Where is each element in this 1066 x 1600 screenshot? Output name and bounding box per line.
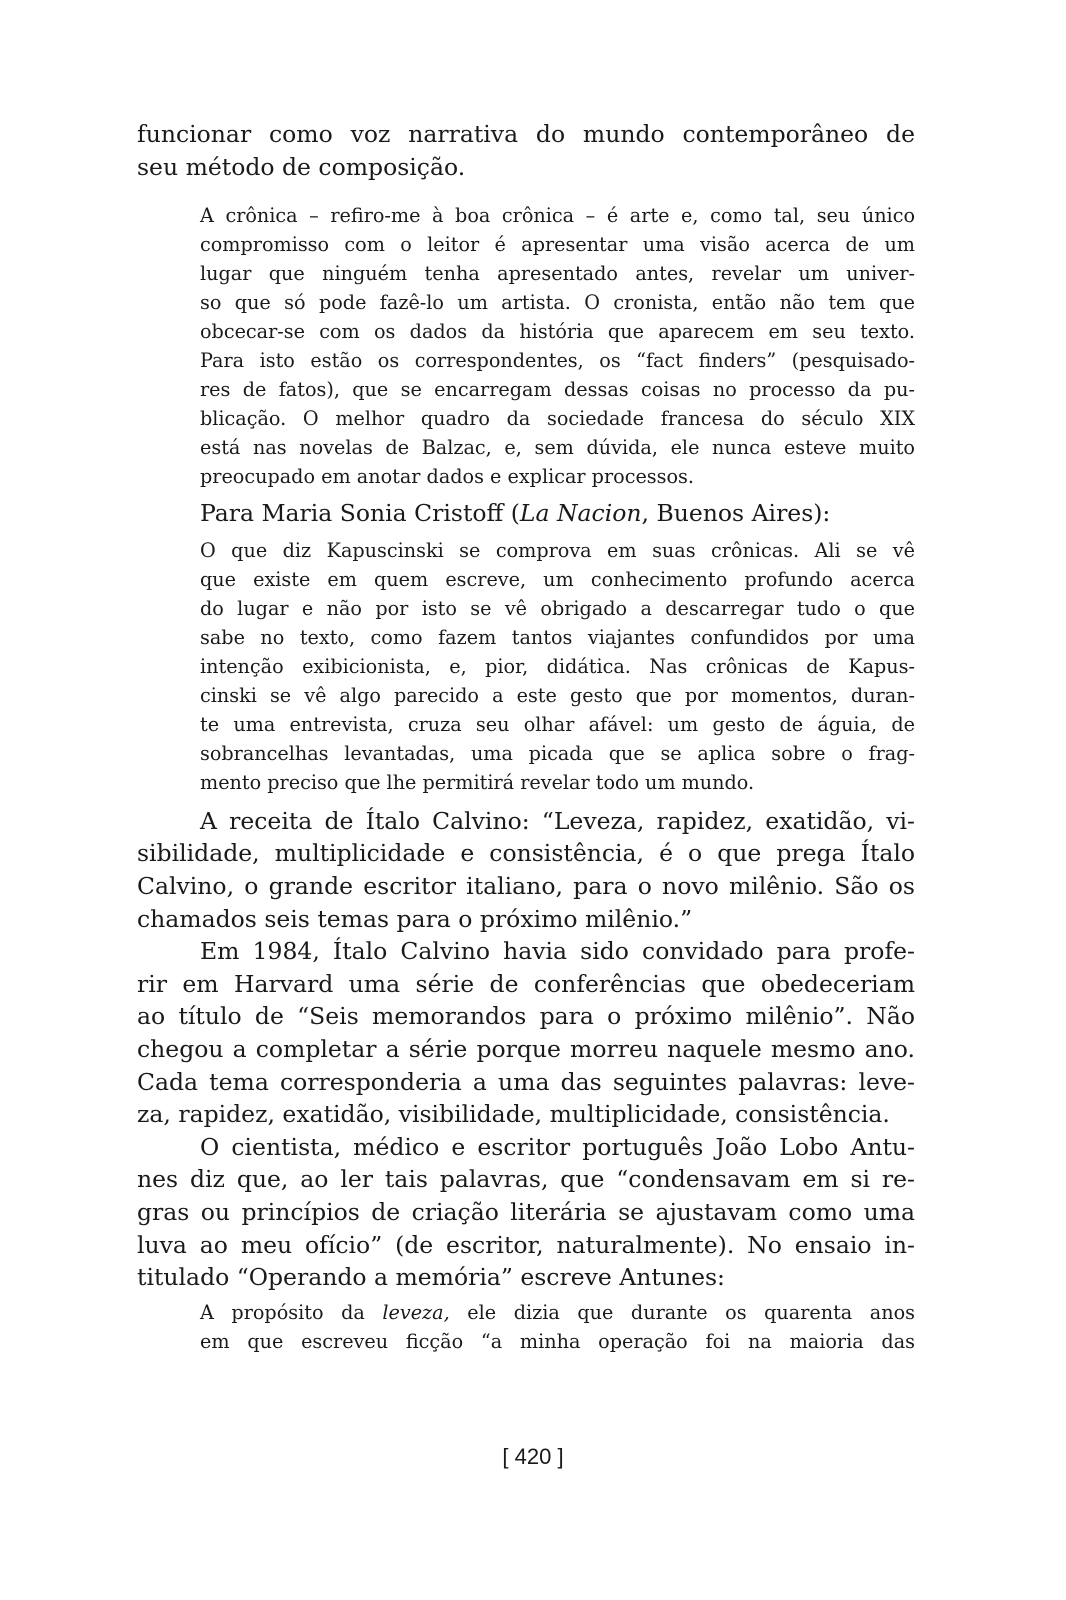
text-line: compromisso com o leitor é apresentar uma visão acerca de um bbox=[200, 233, 915, 257]
text-line: em que escreveu ficção “a minha operação foi na maioria das bbox=[200, 1329, 915, 1353]
text-line: do lugar e não por isto se vê obrigado a descarregar tudo o que bbox=[200, 596, 915, 620]
text-line bbox=[200, 1298, 915, 1327]
intro-text-end: , Buenos Aires): bbox=[641, 499, 831, 528]
text-line: za, rapidez, exatidão, visibilidade, multiplicidade, consistência. bbox=[137, 1100, 890, 1129]
paragraph-calvino-recipe bbox=[137, 805, 915, 935]
quote-text: A propósito da bbox=[200, 1300, 383, 1324]
text-line: luva ao meu ofício” (de escritor, naturalmente). No ensaio in- bbox=[137, 1230, 915, 1259]
text-line: sabe no texto, como fazem tantos viajantes confundidos por uma bbox=[200, 625, 915, 649]
text-line: A receita de Ítalo Calvino: “Leveza, rapidez, exatidão, vi- bbox=[200, 806, 915, 835]
intro-text: Para Maria Sonia Cristoff ( bbox=[200, 499, 520, 528]
text-line: Calvino, o grande escritor italiano, para o novo milênio. São os bbox=[137, 871, 915, 900]
text-line: O que diz Kapuscinski se comprova em suas crônicas. Ali se vê bbox=[200, 538, 915, 562]
text-line: seu método de composição. bbox=[137, 152, 466, 181]
text-line: chegou a completar a série porque morreu naquele mesmo ano. bbox=[137, 1034, 915, 1063]
paragraph-continuation bbox=[137, 118, 915, 183]
text-line: Para isto estão os correspondentes, os “fact finders” (pesquisado- bbox=[200, 349, 915, 373]
quote-introduction bbox=[137, 497, 915, 530]
paragraph-antunes bbox=[137, 1131, 915, 1294]
text-line: gras ou princípios de criação literária se ajustavam como uma bbox=[137, 1197, 915, 1226]
italic-word: leveza, bbox=[382, 1300, 450, 1324]
text-line: te uma entrevista, cruza seu olhar afável: um gesto de águia, de bbox=[200, 712, 915, 736]
text-line: blicação. O melhor quadro da sociedade francesa do século XIX bbox=[200, 407, 915, 431]
text-line: A crônica – refiro-me à boa crônica – é arte e, como tal, seu único bbox=[200, 204, 915, 228]
text-line: que existe em quem escreve, um conhecimento profundo acerca bbox=[200, 567, 915, 591]
text-line: res de fatos), que se encarregam dessas coisas no processo da pu- bbox=[200, 378, 915, 402]
text-line: chamados seis temas para o próximo milênio.” bbox=[137, 904, 693, 933]
block-quote-cronica bbox=[137, 201, 915, 491]
paragraph-calvino-1984 bbox=[137, 935, 915, 1131]
text-line: rir em Harvard uma série de conferências que obedeceriam bbox=[137, 969, 915, 998]
text-line: cinski se vê algo parecido a este gesto que por momentos, duran- bbox=[200, 683, 915, 707]
quote-text: ele dizia que durante os quarenta anos bbox=[449, 1300, 916, 1324]
text-line: sibilidade, multiplicidade e consistência, é o que prega Ítalo bbox=[137, 839, 915, 868]
text-line: so que só pode fazê-lo um artista. O cronista, então não tem que bbox=[200, 291, 915, 315]
text-line: Em 1984, Ítalo Calvino havia sido convidado para profe- bbox=[200, 937, 915, 966]
page-body bbox=[137, 118, 915, 1356]
text-line: titulado “Operando a memória” escreve Antunes: bbox=[137, 1263, 725, 1292]
text-line: obcecar-se com os dados da história que aparecem em seu texto. bbox=[200, 320, 915, 344]
text-line: ao título de “Seis memorandos para o próximo milênio”. Não bbox=[137, 1002, 915, 1031]
block-quote-antunes bbox=[137, 1298, 915, 1356]
text-line: mento preciso que lhe permitirá revelar todo um mundo. bbox=[200, 770, 755, 794]
text-line: lugar que ninguém tenha apresentado antes, revelar um univer- bbox=[200, 262, 915, 286]
text-line: sobrancelhas levantadas, uma picada que se aplica sobre o frag- bbox=[200, 741, 915, 765]
text-line: está nas novelas de Balzac, e, sem dúvida, ele nunca esteve muito bbox=[200, 436, 915, 460]
text-line: preocupado em anotar dados e explicar processos. bbox=[200, 465, 694, 489]
newspaper-title: La Nacion bbox=[519, 499, 642, 528]
text-line: funcionar como voz narrativa do mundo contemporâneo de bbox=[137, 120, 915, 148]
page-number: [ 420 ] bbox=[502, 1444, 564, 1469]
block-quote-cristoff bbox=[137, 536, 915, 797]
text-line: Cada tema corresponderia a uma das seguintes palavras: leve- bbox=[137, 1067, 915, 1096]
text-line: O cientista, médico e escritor português João Lobo Antu- bbox=[200, 1132, 915, 1161]
text-line: intenção exibicionista, e, pior, didática. Nas crônicas de Kapus- bbox=[200, 654, 915, 678]
text-line: nes diz que, ao ler tais palavras, que “condensavam em si re- bbox=[137, 1165, 915, 1194]
